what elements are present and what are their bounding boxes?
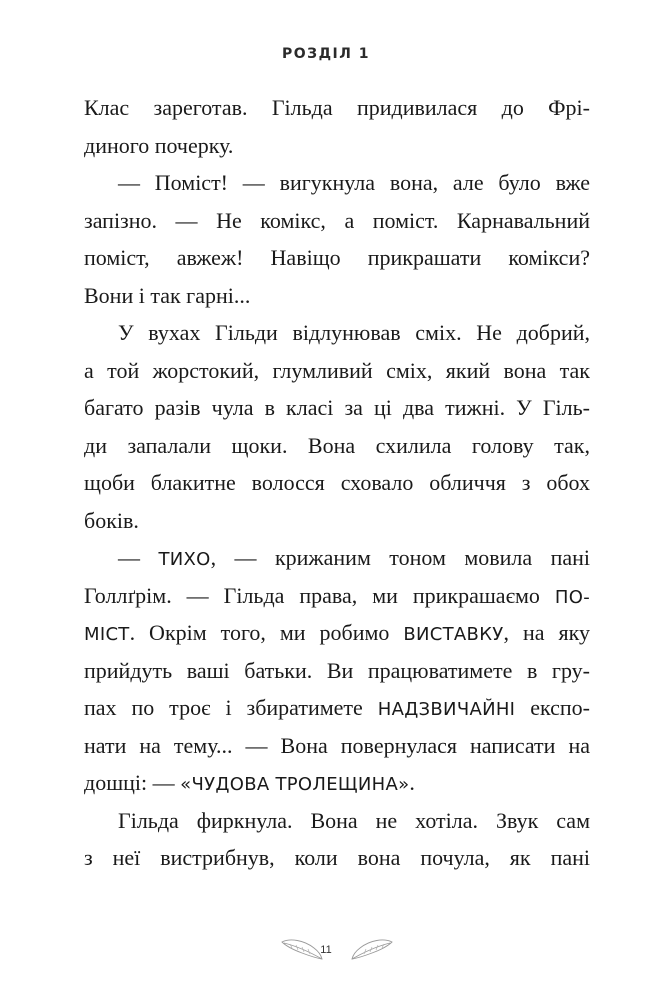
- text-line: а той жорстокий, глумливий сміх, який вона так: [84, 357, 590, 383]
- text-line: боків.: [84, 507, 139, 533]
- text-line: з неї вистрибнув, коли вона почула, як пані: [84, 845, 590, 870]
- text-line: — Поміст! — вигукнула вона, але було вже: [118, 170, 590, 195]
- text-line: нати на тему... — Вона повернулася написати на: [84, 732, 590, 758]
- text-line: Гільда фиркнула. Вона не хотіла. Звук сам: [118, 807, 590, 833]
- text-line: ди запалали щоки. Вона схилила голову так,: [84, 432, 590, 458]
- text-line: — ТИХО, — крижаним тоном мовила пані: [118, 545, 591, 570]
- handwritten-word: НАДЗВИЧАЙНІ: [377, 699, 516, 720]
- text-line: щоби блакитне волосся сховало обличчя з обох: [84, 470, 590, 495]
- text-line: Клас зареготав. Гільда придивилася до Фрі-: [84, 95, 590, 120]
- text-line: У вухах Гільди відлунював сміх. Не добрий,: [118, 320, 590, 345]
- chapter-heading: РОЗДІЛ 1: [281, 46, 371, 62]
- handwritten-word: ТИХО: [158, 549, 211, 570]
- text-line: Голлґрім. — Гільда права, ми прикрашаємо ПО-: [84, 582, 590, 608]
- handwritten-word: ВИСТАВКУ: [403, 624, 504, 645]
- page-number: 11: [320, 944, 332, 956]
- text-line: диного почерку.: [84, 132, 234, 158]
- text-line: пах по троє і збиратимете НАДЗВИЧАЙНІ експо-: [84, 695, 590, 720]
- feather-right-icon: [350, 936, 394, 962]
- handwritten-word: ПО-: [554, 586, 590, 608]
- text-line: багато разів чула в класі за ці два тижні. У Гіль-: [84, 395, 590, 420]
- text-line: МІСТ. Окрім того, ми робимо ВИСТАВКУ, на яку: [84, 620, 590, 645]
- text-line: запізно. — Не комікс, а поміст. Карнавальний: [84, 207, 590, 233]
- text-line: дошці: — «ЧУДОВА ТРОЛЕЩИНА».: [84, 770, 415, 795]
- text-line: прийдуть ваші батьки. Ви працюватимете в гру-: [84, 657, 590, 683]
- text-line: Вони і так гарні...: [84, 282, 251, 308]
- handwritten-word: «ЧУДОВА ТРОЛЕЩИНА»: [180, 774, 410, 795]
- handwritten-word: МІСТ: [84, 624, 130, 645]
- page-footer: [0, 936, 652, 966]
- body-text: [84, 89, 590, 877]
- text-line: поміст, авжеж! Навіщо прикрашати комікси?: [84, 245, 590, 270]
